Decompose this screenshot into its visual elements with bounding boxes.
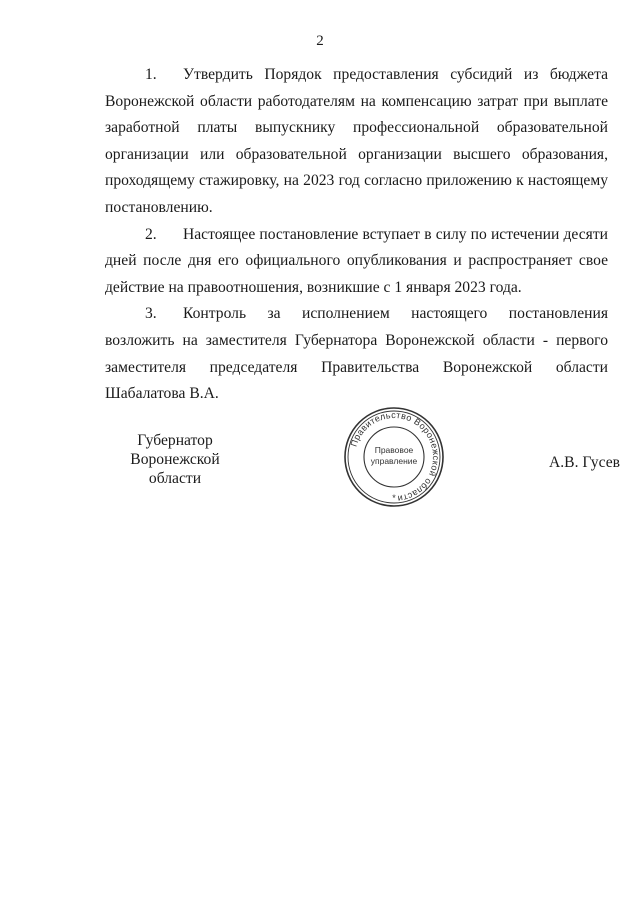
paragraph-3: [105, 301, 608, 407]
signatory-title-line1: Губернатор: [137, 432, 213, 449]
stamp-ring-text: Правительство Воронежской области: [348, 409, 442, 504]
stamp-seal-icon: [342, 405, 446, 509]
document-body: [105, 62, 608, 408]
official-stamp: [342, 405, 446, 509]
paragraph-number: 2.: [145, 225, 157, 243]
paragraph-number: 3.: [145, 305, 157, 323]
paragraph-text: Настоящее постановление вступает в силу по истечении десяти дней после дня его официального опубликования и распространяет свое действие на правоотношения, возникшие с 1 января 2023 года.: [105, 225, 608, 296]
signatory-title-line2: Воронежской области: [130, 451, 220, 487]
stamp-star: *: [392, 493, 396, 503]
paragraph-text: Утвердить Порядок предоставления субсидий из бюджета Воронежской области работодателям на компенсацию затрат при выплате заработной платы выпускнику профессиональной образовательной организации или образовательной организации высшего образования, проходящему стажировку, на 2023 год согласно приложению к настоящему постановлению.: [105, 66, 608, 216]
paragraph-2: [105, 222, 608, 302]
signatory-name: А.В. Гусев: [549, 454, 620, 471]
paragraph-number: 1.: [145, 66, 157, 83]
paragraph-1: [105, 62, 608, 222]
paragraph-text: Контроль за исполнением настоящего постановления возложить на заместителя Губернатора Воронежской области - первого заместителя председателя Правительства Воронежской области Шабалатова В.А.: [105, 305, 608, 403]
stamp-center-line1: Правовое: [374, 445, 414, 455]
page-number: 2: [316, 33, 324, 49]
signatory-title: [105, 431, 245, 488]
stamp-center-line2: управление: [370, 456, 418, 466]
